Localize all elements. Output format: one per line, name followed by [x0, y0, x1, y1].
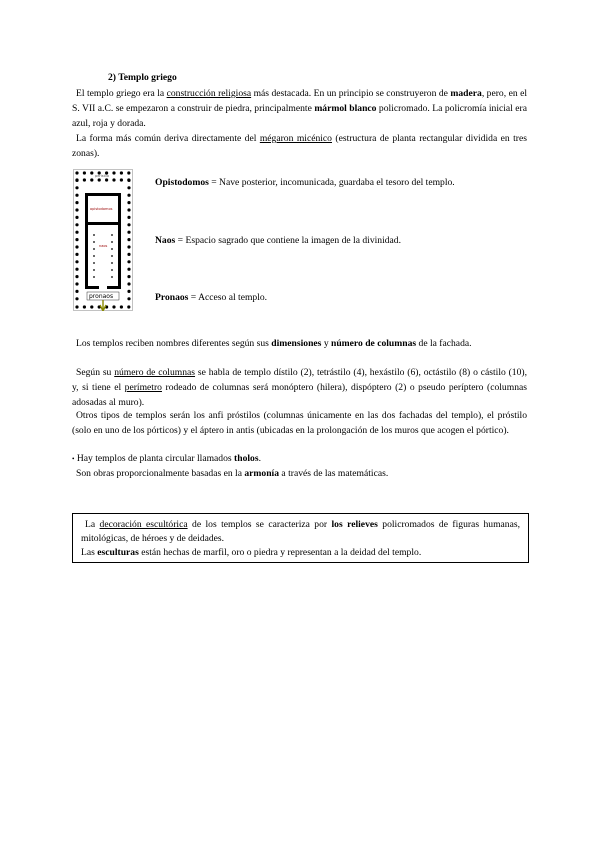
column-dot	[75, 282, 78, 285]
bullet-icon: •	[72, 455, 75, 463]
column-dot	[93, 269, 95, 271]
column-dot	[75, 194, 78, 197]
column-dot	[127, 186, 130, 189]
column-dot	[127, 268, 130, 271]
opistodomos-label: opistodomos	[90, 207, 113, 211]
paragraph-harmony: Son obras proporcionalmente basadas en la armonía a través de las matemáticas.	[76, 468, 389, 479]
legend-naos: Naos = Espacio sagrado que contiene la imagen de la divinidad.	[155, 235, 401, 246]
column-dot	[75, 201, 78, 204]
column-dot	[75, 171, 78, 174]
column-dot	[75, 245, 78, 248]
column-dot	[127, 231, 130, 234]
column-dot	[75, 290, 78, 293]
column-dot	[93, 234, 95, 236]
column-dot	[93, 255, 95, 257]
paragraph-columns: Según su número de columnas se habla de templo dístilo (2), tetrástilo (4), hexástilo (6), octástilo (8) o cástilo (10), y, si tiene el perímetro rodeado de columnas será monóptero (hilera), dispóptero (2) o pseudo períptero (columnas adosadas al muro).	[72, 367, 527, 408]
column-dot	[111, 255, 113, 257]
column-dot	[112, 305, 115, 308]
column-dot	[127, 282, 130, 285]
column-dot	[75, 268, 78, 271]
column-dot	[112, 178, 115, 181]
decoration-box	[72, 513, 529, 563]
column-dot	[75, 216, 78, 219]
pronaos-label: pronaos	[89, 293, 114, 300]
column-dot	[127, 290, 130, 293]
column-dot	[111, 262, 113, 264]
column-dot	[111, 234, 113, 236]
column-dot	[90, 171, 93, 174]
paragraph-other-types: Otros tipos de templos serán los anfi próstilos (columnas únicamente en las dos fachadas del templo), el próstilo (solo en uno de los pórticos) y el áptero in antis (ubicadas en la prolongación de los muros que acogen el pórtico).	[72, 410, 527, 436]
column-dot	[127, 223, 130, 226]
column-dot	[75, 208, 78, 211]
column-dot	[127, 260, 130, 263]
column-dot	[90, 305, 93, 308]
column-dot	[127, 201, 130, 204]
column-dot	[83, 178, 86, 181]
column-dot	[127, 245, 130, 248]
underlined-term: decoración escultórica	[99, 519, 188, 530]
naos-label: naos	[99, 244, 108, 248]
column-dot	[75, 275, 78, 278]
legend-opistodomos: Opistodomos = Nave posterior, incomunicada, guardaba el tesoro del templo.	[155, 177, 455, 188]
column-dot	[127, 305, 130, 308]
column-dot	[75, 253, 78, 256]
column-dot	[111, 269, 113, 271]
section-title: 2) Templo griego	[108, 72, 177, 83]
column-dot	[127, 171, 130, 174]
paragraph-tholos: • Hay templos de planta circular llamados tholos.	[72, 453, 261, 464]
column-dot	[111, 248, 113, 250]
column-dot	[93, 262, 95, 264]
column-dot	[90, 178, 93, 181]
column-dot	[112, 171, 115, 174]
temple-floor-plan	[73, 169, 133, 311]
column-dot	[75, 260, 78, 263]
box-line-decoration: La decoración escultórica de los templos se caracteriza por los relieves policromados de figuras humanas, mitológicas, de héroes y de deidades.	[81, 519, 520, 544]
column-dot	[75, 186, 78, 189]
underlined-term: perímetro	[124, 382, 162, 393]
column-dot	[127, 216, 130, 219]
paragraph-form: La forma más común deriva directamente del mégaron micénico (estructura de planta rectangular dividida en tres zonas).	[72, 133, 527, 159]
paragraph-names: Los templos reciben nombres diferentes según sus dimensiones y número de columnas de la fachada.	[76, 338, 472, 349]
peristyle-label: peristilo	[95, 174, 110, 178]
column-dot	[83, 305, 86, 308]
column-dot	[120, 305, 123, 308]
underlined-term: mégaron micénico	[259, 133, 332, 144]
column-dot	[111, 276, 113, 278]
column-dot	[93, 248, 95, 250]
underlined-term: número de columnas	[114, 367, 196, 378]
column-dot	[111, 241, 113, 243]
column-dot	[75, 231, 78, 234]
column-dot	[83, 171, 86, 174]
column-dot	[120, 178, 123, 181]
column-dot	[127, 194, 130, 197]
column-dot	[127, 253, 130, 256]
paragraph-intro: El templo griego era la construcción religiosa más destacada. En un principio se construyeron de madera, pero, en el S. VII a.C. se empezaron a construir de piedra, principalmente mármol blanco policromado. La policromía inicial era azul, roja y dorada.	[72, 88, 528, 129]
underlined-term: construcción religiosa	[166, 88, 252, 99]
column-dot	[93, 241, 95, 243]
column-dot	[127, 297, 130, 300]
column-dot	[75, 223, 78, 226]
column-dot	[127, 275, 130, 278]
column-dot	[127, 238, 130, 241]
column-dot	[120, 171, 123, 174]
box-line-sculptures: Las esculturas están hechas de marfil, oro o piedra y representan a la deidad del templo.	[81, 547, 422, 558]
column-dot	[127, 208, 130, 211]
column-dot	[105, 178, 108, 181]
column-dot	[127, 179, 130, 182]
legend-pronaos: Pronaos = Acceso al templo.	[155, 292, 268, 303]
column-dot	[93, 276, 95, 278]
column-dot	[75, 238, 78, 241]
column-dot	[75, 297, 78, 300]
column-dot	[75, 305, 78, 308]
column-dot	[75, 179, 78, 182]
column-dot	[98, 178, 101, 181]
